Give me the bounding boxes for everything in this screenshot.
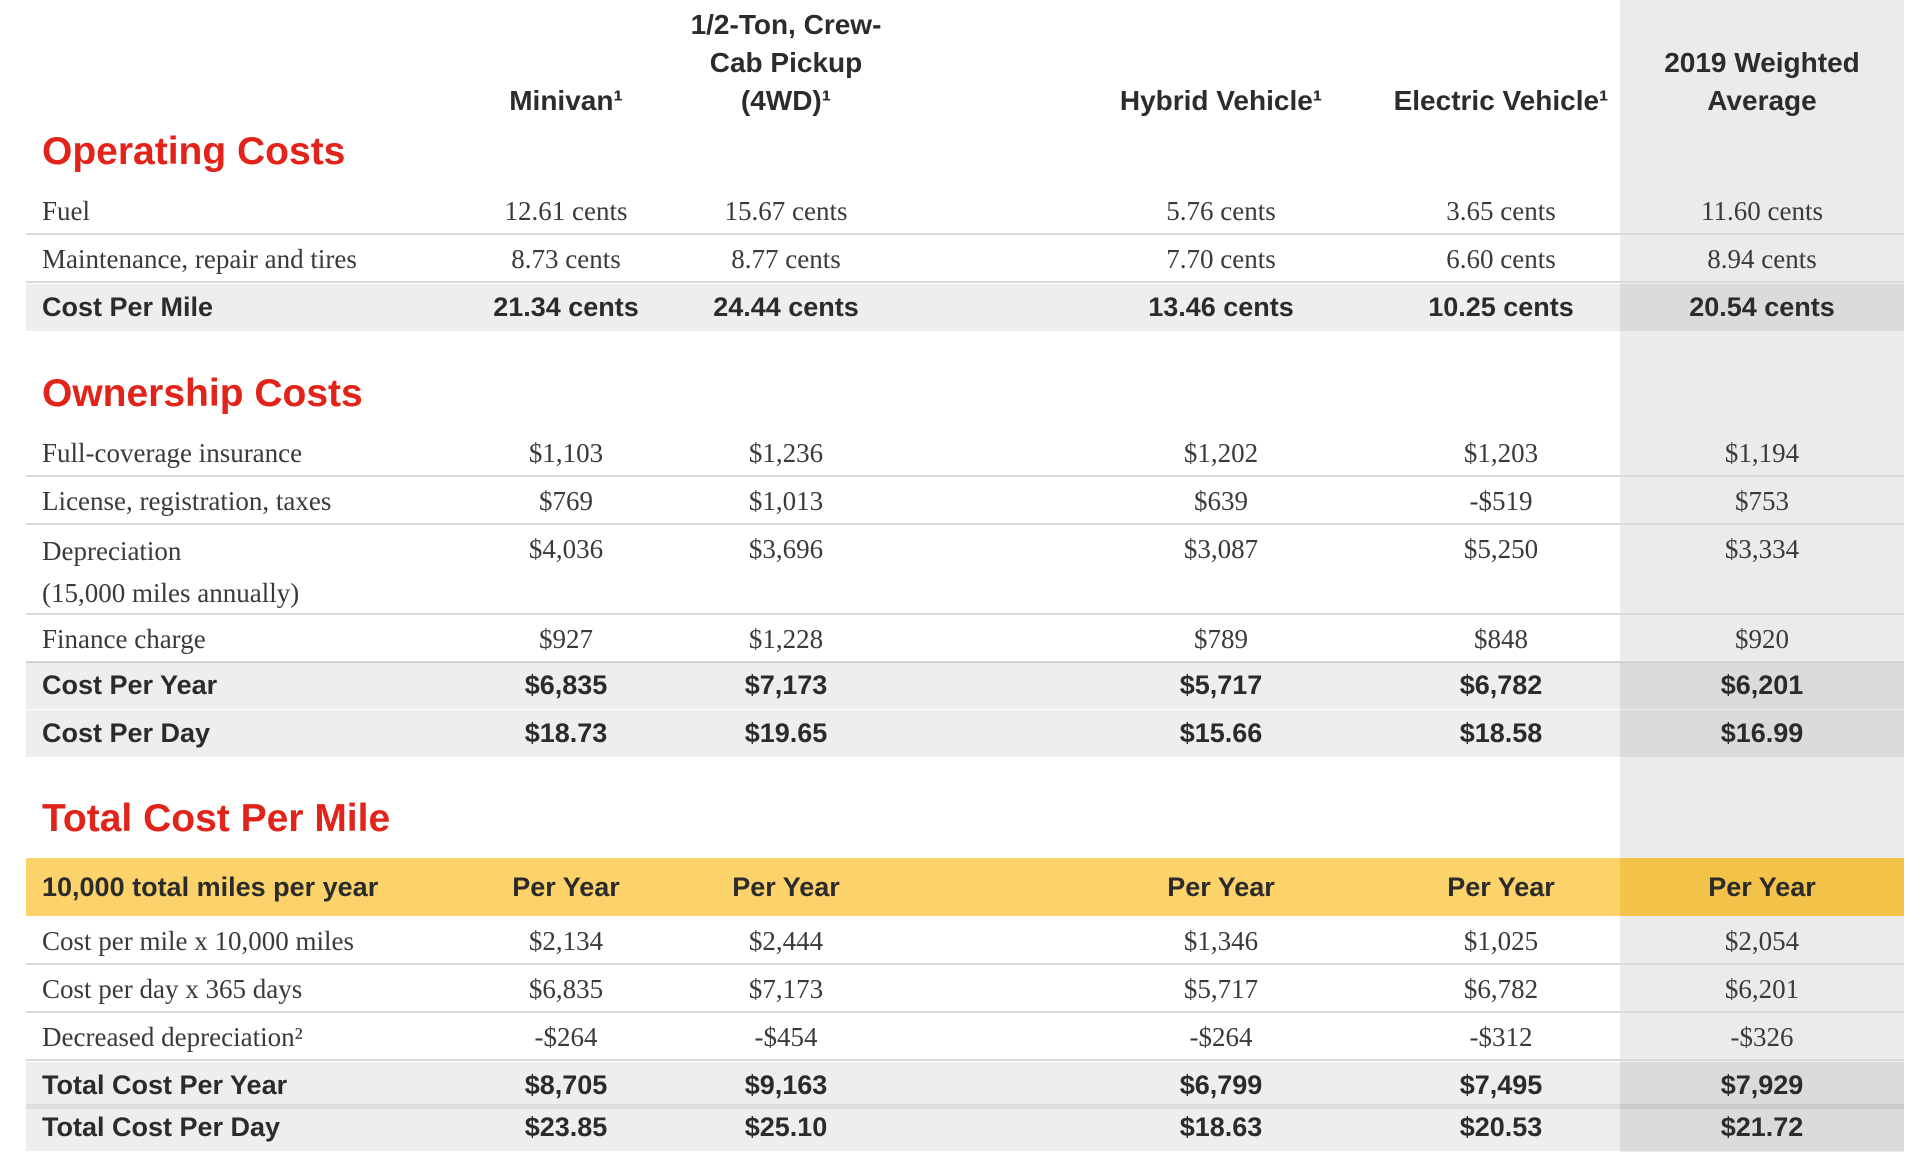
cell-minivan: Per Year xyxy=(512,872,620,902)
cell-weighted-average: $3,334 xyxy=(1724,534,1800,564)
row-label: Maintenance, repair and tires xyxy=(42,244,357,274)
total-row-total-cost-per-day xyxy=(26,1104,1904,1151)
cell-electric: $5,250 xyxy=(1463,534,1539,564)
cell-pickup: -$454 xyxy=(754,1022,818,1052)
table-row xyxy=(26,616,1904,663)
cell-minivan: $769 xyxy=(539,486,593,516)
cell-minivan: $23.85 xyxy=(524,1112,608,1142)
cell-pickup: $1,228 xyxy=(748,624,824,654)
row-label: Total Cost Per Day xyxy=(42,1112,281,1142)
row-label: Decreased depreciation² xyxy=(42,1022,303,1052)
cell-hybrid: $6,799 xyxy=(1179,1070,1263,1100)
cell-electric: $6,782 xyxy=(1463,974,1539,1004)
cell-weighted-average: $16.99 xyxy=(1720,718,1804,748)
cell-electric: 3.65 cents xyxy=(1446,196,1556,226)
cell-weighted-average: $753 xyxy=(1735,486,1789,516)
cell-pickup: 15.67 cents xyxy=(724,196,848,226)
cell-electric: $18.58 xyxy=(1459,718,1543,748)
row-label: Fuel xyxy=(42,196,91,226)
cell-hybrid: $15.66 xyxy=(1179,718,1263,748)
column-header-hybrid: Hybrid Vehicle¹ xyxy=(1119,85,1323,116)
table-row xyxy=(26,966,1904,1013)
cell-hybrid: 5.76 cents xyxy=(1166,196,1276,226)
table-row xyxy=(26,1014,1904,1061)
cell-hybrid: Per Year xyxy=(1167,872,1275,902)
cell-hybrid: $3,087 xyxy=(1183,534,1259,564)
cell-weighted-average: $7,929 xyxy=(1720,1070,1804,1100)
cell-minivan: $4,036 xyxy=(528,534,604,564)
subheader-row-per-year xyxy=(26,858,1904,916)
cell-minivan: $18.73 xyxy=(524,718,608,748)
total-row-cost-per-day xyxy=(26,710,1904,757)
cell-minivan: $8,705 xyxy=(524,1070,608,1100)
total-row-cost-per-year xyxy=(26,662,1904,709)
column-header-electric: Electric Vehicle¹ xyxy=(1393,85,1609,116)
cell-weighted-average: $6,201 xyxy=(1720,670,1804,700)
section-title-total-cost-per-mile: Total Cost Per Mile xyxy=(42,797,391,840)
total-row-total-cost-per-year xyxy=(26,1062,1904,1109)
cell-electric: 6.60 cents xyxy=(1446,244,1556,274)
cell-minivan: 8.73 cents xyxy=(511,244,621,274)
cell-weighted-average: -$326 xyxy=(1730,1022,1794,1052)
cell-minivan: 12.61 cents xyxy=(504,196,628,226)
table-row xyxy=(26,918,1904,965)
column-header-weighted-average: 2019 Weighted Average xyxy=(1664,47,1860,116)
cell-electric: $1,025 xyxy=(1463,926,1539,956)
cell-hybrid: 13.46 cents xyxy=(1148,292,1294,322)
cell-weighted-average: Per Year xyxy=(1708,872,1816,902)
cell-minivan: 21.34 cents xyxy=(493,292,639,322)
cell-pickup: Per Year xyxy=(732,872,840,902)
cell-hybrid: -$264 xyxy=(1189,1022,1253,1052)
row-label: 10,000 total miles per year xyxy=(42,872,379,902)
row-label: Cost per day x 365 days xyxy=(42,974,303,1004)
cell-pickup: $3,696 xyxy=(748,534,824,564)
cell-pickup: $9,163 xyxy=(744,1070,828,1100)
table-row xyxy=(26,526,1904,615)
column-header-minivan: Minivan¹ xyxy=(509,85,623,116)
cell-pickup: $1,013 xyxy=(748,486,824,516)
cell-weighted-average: 11.60 cents xyxy=(1701,196,1823,226)
cell-hybrid: $639 xyxy=(1194,486,1248,516)
cell-weighted-average: $21.72 xyxy=(1720,1112,1804,1142)
row-label: Full-coverage insurance xyxy=(42,438,303,468)
cell-weighted-average: $920 xyxy=(1735,624,1789,654)
cell-electric: $848 xyxy=(1474,624,1528,654)
cell-pickup: $1,236 xyxy=(748,438,824,468)
column-header-pickup: 1/2-Ton, Crew- Cab Pickup (4WD)¹ xyxy=(690,9,882,116)
cell-electric: -$519 xyxy=(1469,486,1533,516)
cell-electric: Per Year xyxy=(1447,872,1555,902)
total-row-cost-per-mile xyxy=(26,284,1904,331)
cell-pickup: $7,173 xyxy=(744,670,828,700)
cell-minivan: $2,134 xyxy=(528,926,604,956)
cell-pickup: 24.44 cents xyxy=(713,292,859,322)
row-label: Cost Per Day xyxy=(42,718,211,748)
row-label: Depreciation (15,000 miles annually) xyxy=(42,536,300,608)
section-title-operating-costs: Operating Costs xyxy=(42,130,346,173)
cell-pickup: 8.77 cents xyxy=(731,244,841,274)
cell-electric: $20.53 xyxy=(1459,1112,1543,1142)
section-title-ownership-costs: Ownership Costs xyxy=(42,372,363,415)
cell-electric: $6,782 xyxy=(1459,670,1543,700)
cell-hybrid: $5,717 xyxy=(1183,974,1259,1004)
row-label: Cost Per Year xyxy=(42,670,218,700)
cell-hybrid: $5,717 xyxy=(1179,670,1263,700)
cell-hybrid: $789 xyxy=(1194,624,1248,654)
row-label: Cost Per Mile xyxy=(42,292,214,322)
cell-weighted-average: 8.94 cents xyxy=(1707,244,1817,274)
cell-electric: -$312 xyxy=(1469,1022,1533,1052)
cell-pickup: $7,173 xyxy=(748,974,824,1004)
cell-minivan: $6,835 xyxy=(528,974,604,1004)
cell-electric: $1,203 xyxy=(1463,438,1539,468)
table-row xyxy=(26,478,1904,525)
row-label: Total Cost Per Year xyxy=(42,1070,288,1100)
cell-pickup: $25.10 xyxy=(744,1112,828,1142)
cell-minivan: $6,835 xyxy=(524,670,608,700)
table-row xyxy=(26,188,1904,235)
cell-weighted-average: $6,201 xyxy=(1724,974,1800,1004)
cell-weighted-average: $2,054 xyxy=(1724,926,1800,956)
cell-pickup: $19.65 xyxy=(744,718,828,748)
cell-weighted-average: $1,194 xyxy=(1724,438,1800,468)
cell-electric: 10.25 cents xyxy=(1428,292,1574,322)
cell-weighted-average: 20.54 cents xyxy=(1689,292,1835,322)
cell-hybrid: $1,346 xyxy=(1183,926,1259,956)
table-row xyxy=(26,236,1904,283)
row-label: License, registration, taxes xyxy=(42,486,332,516)
row-label: Finance charge xyxy=(42,624,206,654)
cell-electric: $7,495 xyxy=(1459,1070,1543,1100)
cell-minivan: $927 xyxy=(539,624,593,654)
cell-pickup: $2,444 xyxy=(748,926,824,956)
cell-hybrid: $18.63 xyxy=(1179,1112,1263,1142)
cell-hybrid: $1,202 xyxy=(1183,438,1259,468)
cell-minivan: -$264 xyxy=(534,1022,598,1052)
cell-hybrid: 7.70 cents xyxy=(1166,244,1276,274)
table-row xyxy=(26,430,1904,477)
cell-minivan: $1,103 xyxy=(528,438,604,468)
row-label: Cost per mile x 10,000 miles xyxy=(42,926,354,956)
